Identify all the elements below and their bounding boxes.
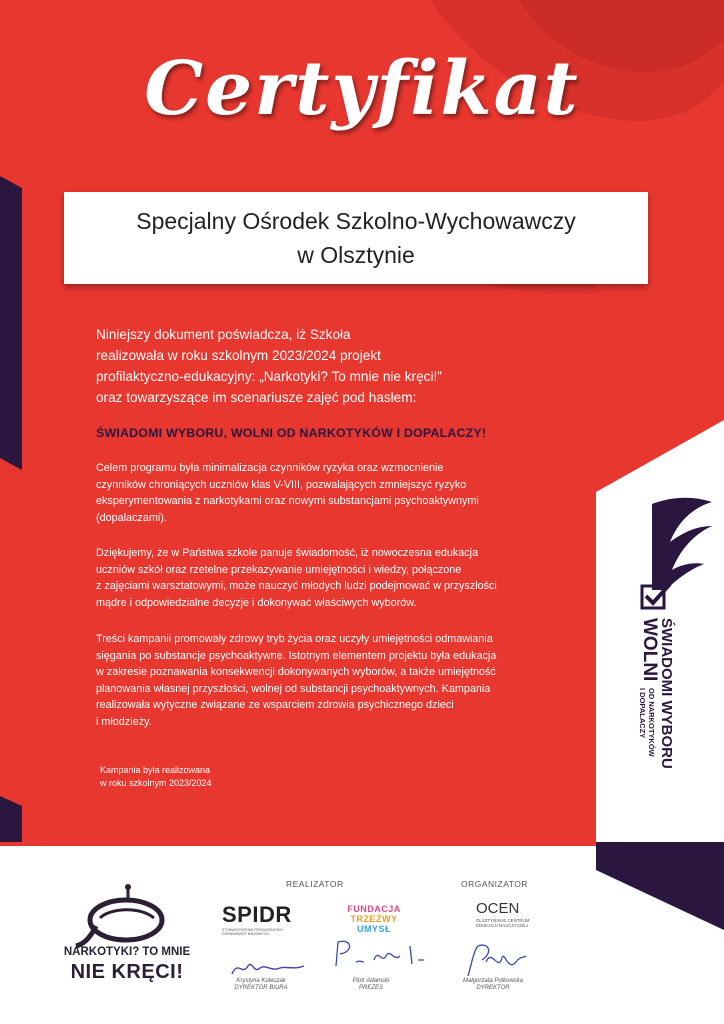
paragraph-line: Treści kampanii promowały zdrowy tryb życia oraz uczyły umiejętności odmawiania (96, 633, 493, 645)
signature-name: Krystyna Kuleczak (236, 978, 286, 984)
school-name-line2: w Olsztynie (297, 242, 415, 268)
signature-kuleczak (228, 958, 308, 980)
ocen-logo: OCEN (476, 900, 520, 917)
school-name-box (64, 192, 648, 284)
campaign-note (100, 764, 300, 790)
paragraph-line: Celem programu była minimalizacja czynników ryzyka oraz wzmocnienie (96, 462, 444, 474)
school-name-line1: Specjalny Ośrodek Szkolno-Wychowawczy (136, 208, 576, 234)
intro-text (96, 324, 516, 408)
paragraph-thanks (96, 545, 566, 611)
paragraph-line: mądre i odpowiedzialne decyzje i dokonywać właściwych wyborów. (96, 596, 417, 609)
fundacja-logo (342, 904, 406, 934)
campaign-logo-line2: NIE KRĘCI! (70, 961, 184, 983)
paragraph-line: w zakresie poznawania konsekwencji dokonywanych wyborów, a także umiejętność (96, 666, 496, 679)
paragraph-goal (96, 460, 566, 526)
organizator-label: ORGANIZATOR (461, 879, 529, 889)
wing-icon (652, 498, 712, 590)
paragraph-line: i młodzieży. (96, 715, 152, 728)
side-campaign-logo (608, 494, 724, 834)
paragraph-line: eksperymentowania z narkotykami oraz nowymi substancjami psychoaktywnymi (96, 495, 479, 508)
signature-role: DYREKTOR BIURA (234, 985, 288, 991)
campaign-logo-line1: NARKOTYKI? TO MNIE (63, 946, 191, 958)
signature-name: Małgorzata Polkowska (462, 978, 524, 984)
intro-line: oraz towarzyszące im scenariusze zajęć pod hasłem: (96, 390, 417, 405)
signature-polkowska (460, 942, 530, 978)
paragraph-content (96, 631, 566, 731)
paragraph-line: uczniów szkół oraz rzetelne przekazywanie umiejętności i wiedzy, połączone (96, 563, 462, 576)
certificate-title: Certyfikat (144, 46, 580, 132)
spidr-subtitle: STOWARZYSZENIE PRODUCENTÓW I DZIENNIKARZY RADIOWYCH (222, 928, 284, 936)
intro-line: Niniejszy dokument poświadcza, iż Szkoła (96, 327, 351, 342)
side-logo-line4: I DOPALACZY (638, 688, 647, 739)
side-logo-line3: OD NARKOTYKÓW (647, 688, 656, 757)
signature-name: Piotr Adamski (352, 978, 390, 984)
ocen-subtitle: OLSZTYŃSKIE CENTRUM EDUKACJI NAUCZYCIELI (476, 918, 530, 928)
fundacja-line1: FUNDACJA (347, 904, 401, 914)
paragraph-line: sięgania po substancje psychoaktywne. Istotnym elementem projektu była edukacja (96, 649, 497, 662)
paragraph-line: Dziękujemy, że w Państwa szkole panuje świadomość, iż nowoczesna edukacja (96, 547, 479, 559)
signature-adamski (330, 936, 430, 970)
side-logo-line1: ŚWIADOMI WYBORU (658, 618, 675, 769)
paragraph-line: planowania własnej przyszłości, wolnej od substancji psychoaktywnych. Kampania (96, 682, 491, 695)
paragraph-line: realizowała wytyczne związane ze wsparciem zdrowia psychicznego dzieci (96, 699, 454, 712)
side-logo-line2: WOLNI (639, 618, 660, 682)
intro-line: realizowała w roku szkolnym 2023/2024 projekt (96, 348, 381, 363)
fundacja-line3: UMYSŁ (357, 924, 391, 934)
paragraph-line: (dopalaczami). (96, 511, 167, 524)
signature-role: PREZES (358, 985, 383, 991)
intro-line: profilaktyczno-edukacyjny: „Narkotyki? To mnie nie kręci!” (96, 369, 442, 384)
paragraph-line: z zajęciami warsztatowymi, może nauczyć młodych ludzi podejmować w przyszłości (96, 580, 497, 593)
campaign-slogan: ŚWIADOMI WYBORU, WOLNI OD NARKOTYKÓW I DOPALACZY! (96, 426, 487, 440)
campaign-note-line: Kampania była realizowana (100, 765, 211, 775)
signature-role: DYREKTOR (476, 985, 510, 991)
spidr-logo: SPIDR (222, 902, 292, 927)
fundacja-line2: TRZEŹWY (350, 914, 398, 924)
campaign-note-line: w roku szkolnym 2023/2024 (100, 778, 212, 788)
realizator-label: REALIZATOR (286, 879, 344, 889)
paragraph-line: czynników chroniących uczniów klas V-VIII, pozwalających zmniejszyć ryzyko (96, 478, 467, 491)
